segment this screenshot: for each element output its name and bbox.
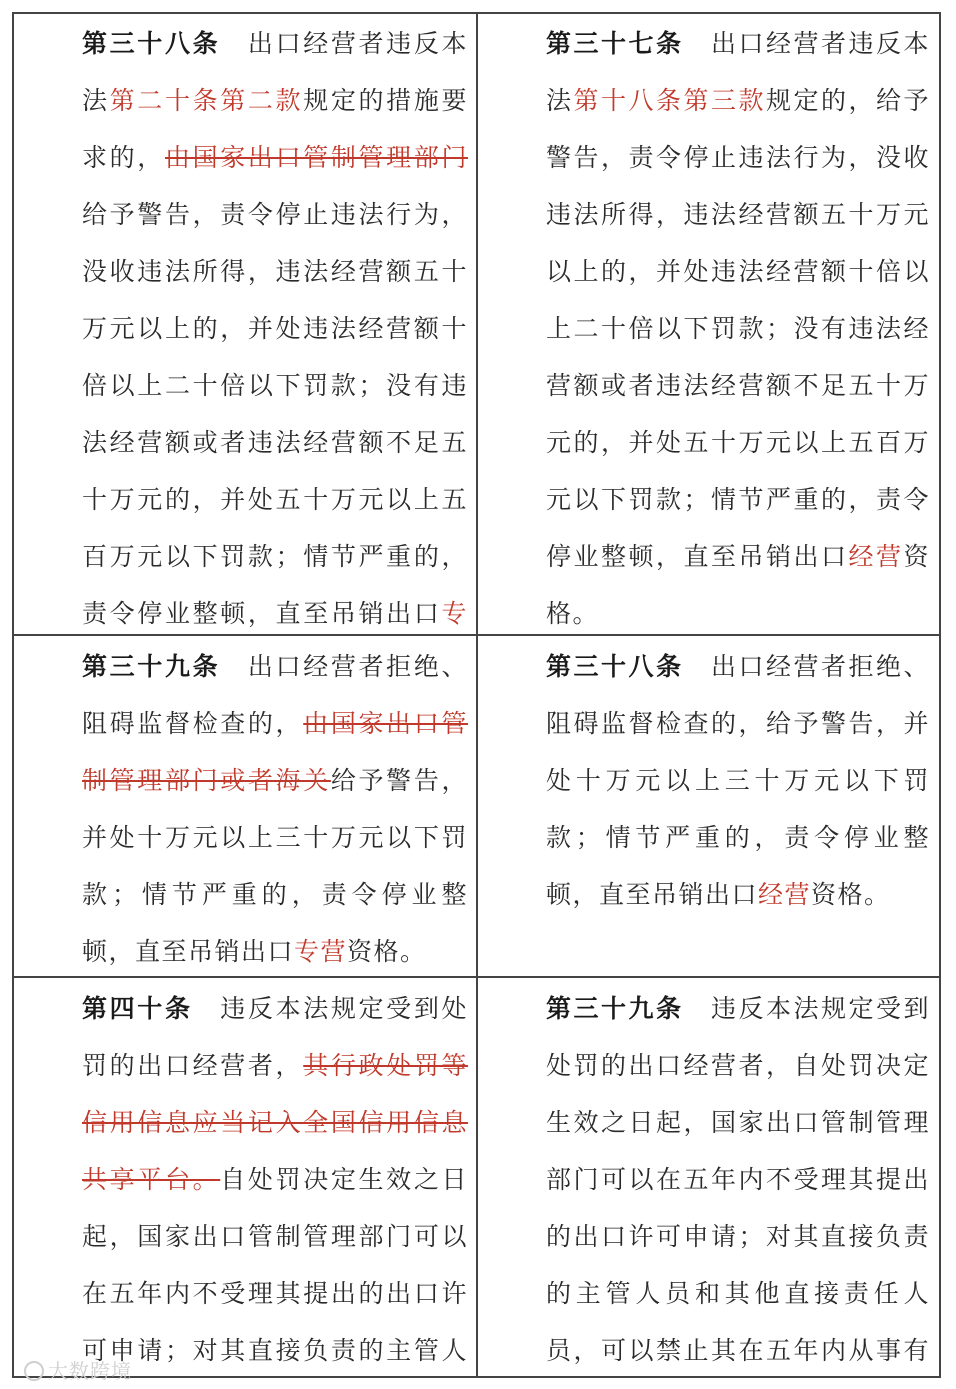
article-text: 自处罚决定生效之日起，国家出口管制管理部门可以在五年内不受理其提出的出口许可申请；对其直接负责的主管人	[82, 1165, 468, 1365]
article-text: 规定的措施要求的，	[82, 86, 468, 172]
row-divider-2	[12, 976, 941, 978]
article-text: 给予警告，并处十万元以上三十万元以下罚款；情节严重的，责令停业整顿，直至吊销出口	[82, 766, 468, 966]
article-number: 第三十九条	[546, 994, 684, 1023]
row-1-old-article	[26, 15, 468, 633]
row-2-old-article	[26, 638, 468, 974]
row-2-new-article	[490, 638, 930, 974]
changed-text: 第十八条第三款	[573, 86, 766, 115]
article-number: 第三十九条	[82, 652, 221, 681]
watermark-text: 大数跨境	[48, 1359, 132, 1383]
deleted-text: 其行政处罚等信用信息应当记入全国信用信息共享平台。	[82, 1051, 468, 1194]
article-text: 出口经营者拒绝、阻碍监督检查的，	[82, 652, 468, 738]
column-divider	[476, 12, 478, 1378]
changed-text: 专	[441, 599, 468, 628]
article-number: 第三十七条	[546, 29, 684, 58]
article-text: 资格。	[546, 542, 930, 628]
article-number: 第四十条	[82, 994, 193, 1023]
changed-text: 专营	[294, 937, 348, 966]
row-divider-1	[12, 634, 941, 636]
changed-text: 第二十条第二款	[109, 86, 304, 115]
article-text: 规定的，给予警告，责令停止违法行为，没收违法所得，违法经营额五十万元以上的，并处违法经营额十倍以上二十倍以下罚款；没有违法经营额或者违法经营额不足五十万元的，并处五十万元以上五百万元以下罚款；情节严重的，责令停业整顿，直至吊销出口	[546, 86, 930, 571]
deleted-text: 由国家出口管制管理部门	[164, 143, 468, 172]
row-3-new-article	[490, 980, 930, 1376]
changed-text: 经营	[758, 880, 812, 909]
circle-logo-icon	[24, 1361, 44, 1381]
row-3-old-article	[26, 980, 468, 1376]
article-text: 违反本法规定受到处罚的出口经营者，自处罚决定生效之日起，国家出口管制管理部门可以在五年内不受理其提出的出口许可申请；对其直接负责的主管人员和其他直接责任人员，可以禁止其在五年内从事有	[546, 994, 930, 1365]
article-text: 出口经营者违反本法	[82, 29, 468, 115]
article-number: 第三十八条	[546, 652, 684, 681]
article-text: 违反本法规定受到处罚的出口经营者，	[82, 994, 468, 1080]
article-text: 出口经营者拒绝、阻碍监督检查的，给予警告，并处十万元以上三十万元以下罚款；情节严重的，责令停业整顿，直至吊销出口	[546, 652, 930, 909]
article-text: 资格。	[811, 880, 891, 909]
article-text: 给予警告，责令停止违法行为，没收违法所得，违法经营额五十万元以上的，并处违法经营额十倍以上二十倍以下罚款；没有违法经营额或者违法经营额不足五十万元的，并处五十万元以上五百万元以下罚款；情节严重的，责令停业整顿，直至吊销出口	[82, 200, 468, 628]
article-number: 第三十八条	[82, 29, 221, 58]
watermark	[24, 1355, 132, 1384]
article-text: 资格。	[347, 937, 427, 966]
row-1-new-article	[490, 15, 930, 633]
changed-text: 经营	[848, 542, 904, 571]
article-text: 出口经营者违反本法	[546, 29, 930, 115]
deleted-text: 由国家出口管制管理部门或者海关	[82, 709, 468, 795]
